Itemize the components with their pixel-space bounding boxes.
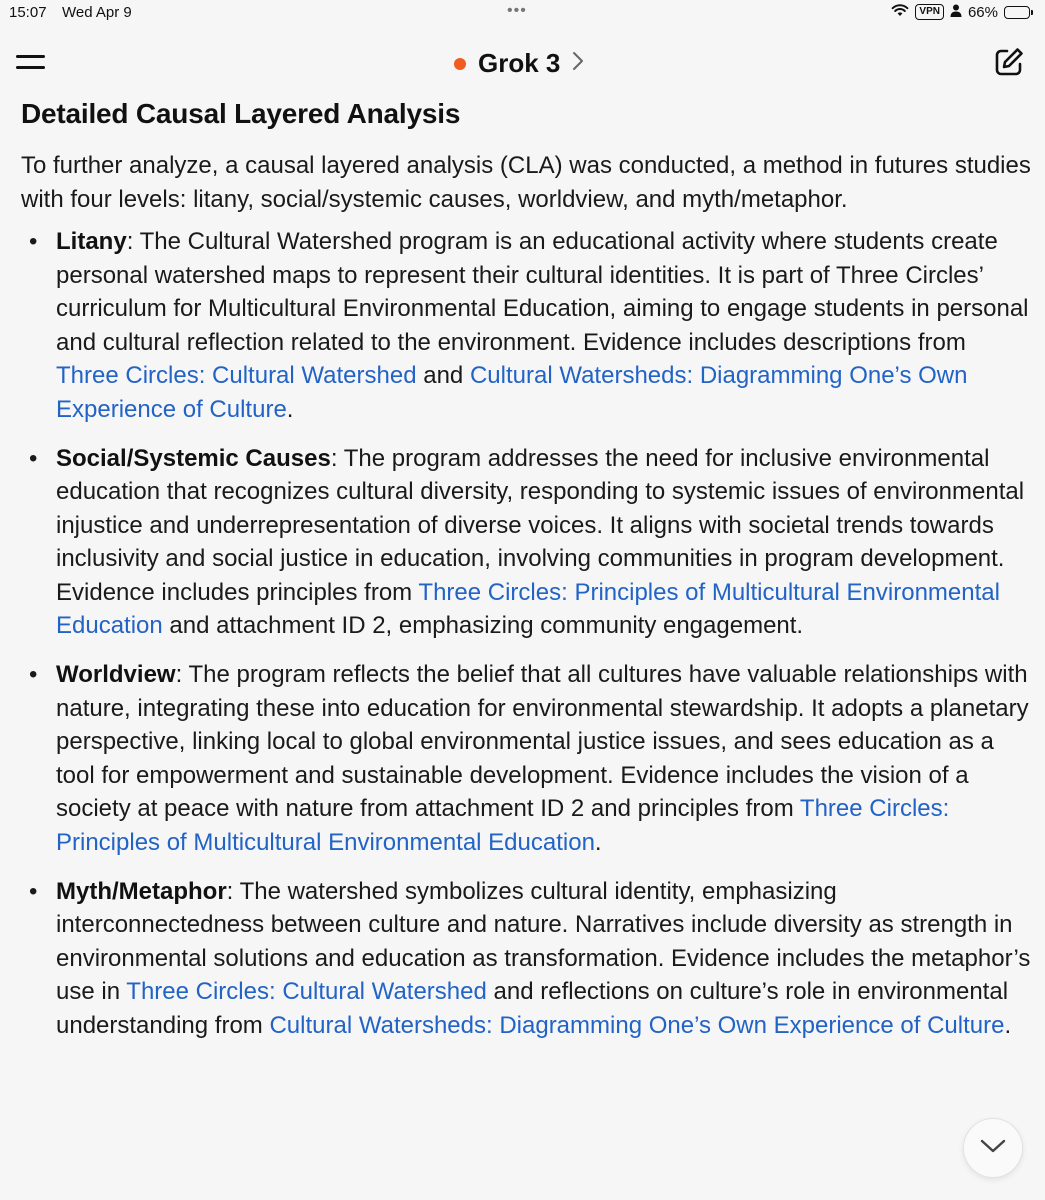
chevron-down-icon: [980, 1138, 1006, 1159]
status-indicators: [891, 3, 1033, 21]
source-link[interactable]: Three Circles: Principles of Multicultural Environmental Education: [56, 795, 950, 856]
source-link[interactable]: Three Circles: Cultural Watershed: [126, 978, 487, 1005]
model-status-dot: [454, 58, 466, 70]
new-chat-icon[interactable]: [993, 46, 1025, 78]
source-link[interactable]: Cultural Watersheds: Diagramming One’s Own Experience of Culture: [56, 362, 968, 423]
source-link[interactable]: Three Circles: Cultural Watershed: [56, 362, 417, 389]
vpn-badge: VPN: [915, 4, 944, 20]
bullet: •: [29, 228, 38, 255]
status-date: Wed Apr 9: [62, 4, 132, 21]
item-text: .: [594, 828, 602, 856]
list-item-myth-metaphor: [21, 875, 1031, 1043]
item-text: : The program addresses the need for inclusive environmental education that recognizes cultural diversity, responding to systemic issues of environmental injustice and underrepresentation of diverse voices. It aligns with societal trends towards inclusivity and social justice in education, involving communities in program development. Evidence includes principles from: [56, 444, 1025, 606]
scroll-down-button[interactable]: [963, 1118, 1023, 1178]
item-term: Social/Systemic Causes: [56, 444, 331, 472]
status-time: 15:07: [9, 4, 47, 21]
item-text: and: [416, 362, 470, 389]
list-item-social-systemic: [21, 442, 1031, 643]
item-text: : The watershed symbolizes cultural identity, emphasizing interconnectedness between culture and nature. Narratives include diversity as strength in environmental solutions and education as transformation. Evidence includes the metaphor’s use in: [56, 877, 1031, 1005]
item-text: and reflections on culture’s role in environmental understanding from: [56, 978, 1009, 1039]
item-term: Litany: [56, 228, 127, 255]
model-selector[interactable]: [454, 48, 584, 79]
item-text: : The program reflects the belief that all cultures have valuable relationships with nature, integrating these into education for environmental stewardship. It adopts a planetary perspective, linking local to global environmental justice issues, and sees education as a tool for empowerment and sustainable development. Evidence includes the vision of a society at peace with nature from attachment ID 2 and principles from: [56, 661, 1029, 822]
person-icon: [950, 4, 962, 21]
response-content: [21, 100, 1031, 1058]
item-term: Worldview: [56, 661, 176, 688]
menu-icon[interactable]: [16, 54, 46, 74]
bullet: •: [29, 661, 38, 688]
nav-bar: [0, 28, 1045, 100]
wifi-icon: [891, 3, 909, 21]
source-link[interactable]: Cultural Watersheds: Diagramming One’s Own Experience of Culture: [269, 1011, 1005, 1039]
list-item-litany: [21, 225, 1031, 426]
item-term: Myth/Metaphor: [56, 877, 227, 905]
model-name: Grok 3: [478, 48, 561, 78]
status-bar: [0, 0, 1045, 28]
section-title: Detailed Causal Layered Analysis: [21, 98, 461, 129]
item-text: .: [1004, 1011, 1012, 1039]
list-item-worldview: [21, 658, 1031, 859]
item-text: .: [286, 395, 294, 423]
multitask-dots[interactable]: •••: [507, 2, 527, 19]
battery-percent: 66%: [967, 3, 998, 21]
battery-icon: [1004, 6, 1033, 19]
item-text: : The Cultural Watershed program is an educational activity where students create personal watershed maps to represent their cultural identities. It is part of Three Circles’ curriculum for Multicultural Environmental Education, aiming to engage students in personal and cultural reflection related to the environment. Evidence includes descriptions from: [56, 228, 1029, 356]
bullet: •: [29, 444, 38, 472]
source-link[interactable]: Three Circles: Principles of Multicultural Environmental Education: [56, 578, 1000, 639]
chevron-right-icon: [572, 51, 584, 76]
item-text: and attachment ID 2, emphasizing community engagement.: [162, 612, 804, 639]
intro-paragraph: To further analyze, a causal layered analysis (CLA) was conducted, a method in futures studies with four levels: litany, social/systemic causes, worldview, and myth/metaphor.: [21, 152, 1031, 213]
bullet: •: [29, 877, 38, 905]
cla-list: [21, 225, 1031, 1042]
